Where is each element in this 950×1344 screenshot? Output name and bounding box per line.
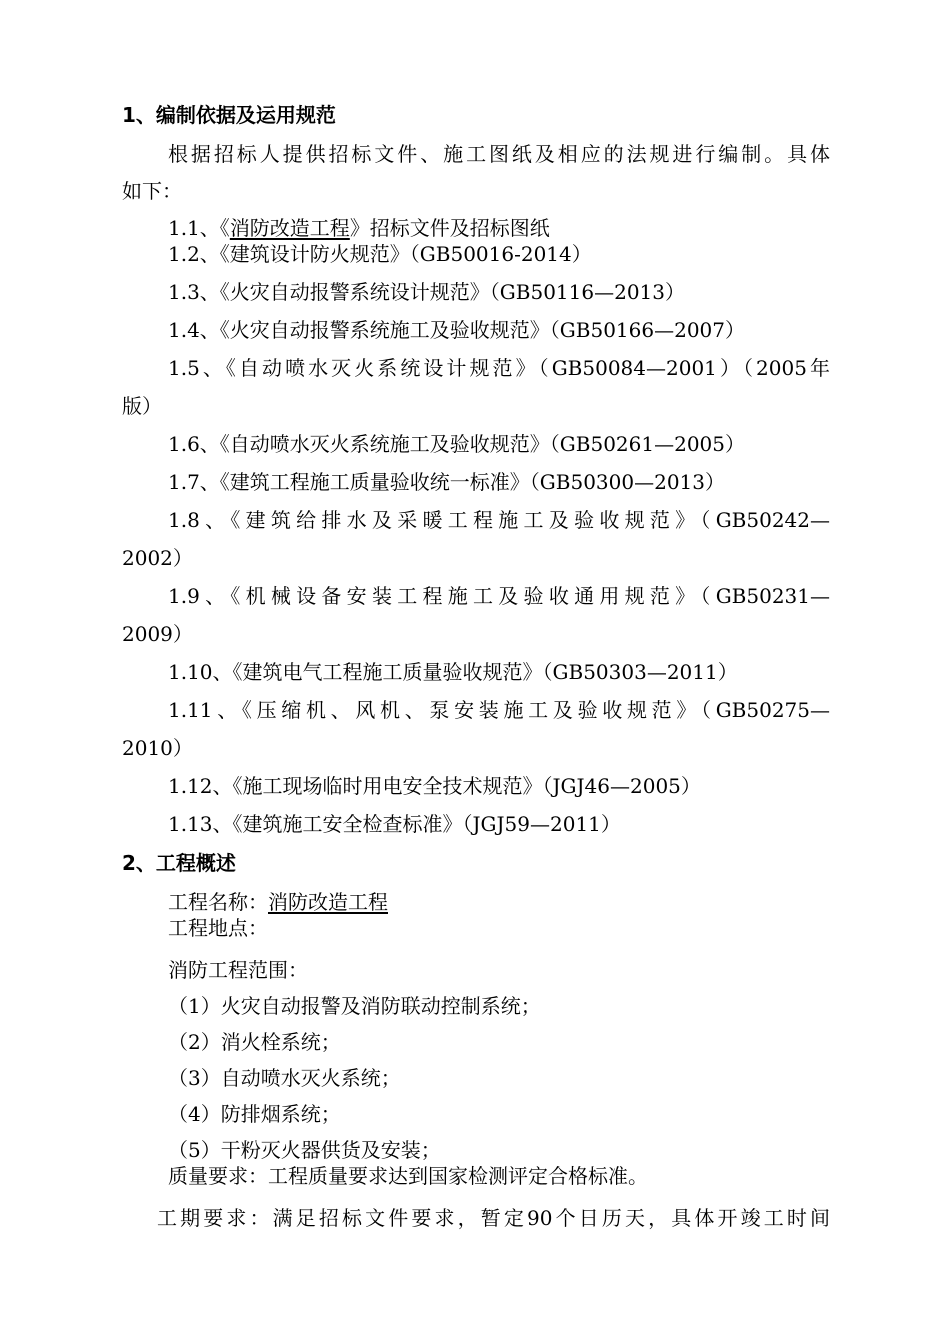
list-item-1-5-line-1: 1.5、《自动喷水灭火系统设计规范》（GB50084—2001）（2005年 xyxy=(168,356,830,380)
list-item-1-4: 1.4、《火灾自动报警系统施工及验收规范》（GB50166—2007） xyxy=(168,318,746,342)
list-item-1-8-line-1: 1.8、《建筑给排水及采暖工程施工及验收规范》（GB50242— xyxy=(168,508,830,532)
scope-item-1: （1）火灾自动报警及消防联动控制系统； xyxy=(168,994,541,1018)
scope-item-2: （2）消火栓系统； xyxy=(168,1030,341,1054)
scope-item-4: （4）防排烟系统； xyxy=(168,1102,341,1126)
list-item-1-9-line-1: 1.9、《机械设备安装工程施工及验收通用规范》（GB50231— xyxy=(168,584,830,608)
item-1-1-suffix: 》招标文件及招标图纸 xyxy=(349,216,550,240)
list-item-1-8-line-2: 2002） xyxy=(122,546,193,570)
list-item-1-11-line-2: 2010） xyxy=(122,736,193,760)
section2-heading: 2、工程概述 xyxy=(122,851,236,875)
quality-requirement: 质量要求：工程质量要求达到国家检测评定合格标准。 xyxy=(168,1164,648,1188)
project-name-link: 消防改造工程 xyxy=(229,216,350,240)
list-item-1-7: 1.7、《建筑工程施工质量验收统一标准》（GB50300—2013） xyxy=(168,470,726,494)
project-name-label: 工程名称： xyxy=(168,890,268,914)
list-item-1-12: 1.12、《施工现场临时用电安全技术规范》（JGJ46—2005） xyxy=(168,774,701,798)
list-item-1-2: 1.2、《建筑设计防火规范》（GB50016-2014） xyxy=(168,242,592,266)
schedule-requirement: 工期要求：满足招标文件要求，暂定90个日历天，具体开竣工时间 xyxy=(157,1206,830,1230)
list-item-1-10: 1.10、《建筑电气工程施工质量验收规范》（GB50303—2011） xyxy=(168,660,738,684)
project-name-value: 消防改造工程 xyxy=(268,890,388,914)
section1-heading: 1、编制依据及运用规范 xyxy=(122,103,336,127)
scope-label: 消防工程范围： xyxy=(168,958,308,982)
list-item-1-6: 1.6、《自动喷水灭火系统施工及验收规范》（GB50261—2005） xyxy=(168,432,746,456)
list-item-1-11-line-1: 1.11、《压缩机、风机、泵安装施工及验收规范》（GB50275— xyxy=(168,698,830,722)
project-location-label: 工程地点： xyxy=(168,916,268,940)
project-name-row xyxy=(168,890,388,914)
scope-item-3: （3）自动喷水灭火系统； xyxy=(168,1066,401,1090)
intro-line-2: 如下： xyxy=(122,179,182,203)
intro-line-1: 根据招标人提供招标文件、施工图纸及相应的法规进行编制。具体 xyxy=(168,142,830,166)
list-item-1-9-line-2: 2009） xyxy=(122,622,193,646)
list-item-1-3: 1.3、《火灾自动报警系统设计规范》（GB50116—2013） xyxy=(168,280,686,304)
list-item-1-5-line-2: 版） xyxy=(122,394,162,418)
list-item-1-13: 1.13、《建筑施工安全检查标准》（JGJ59—2011） xyxy=(168,812,621,836)
scope-item-5: （5）干粉灭火器供货及安装； xyxy=(168,1138,441,1162)
item-1-1-prefix: 1.1、《 xyxy=(168,216,230,240)
list-item-1-1 xyxy=(168,216,550,240)
